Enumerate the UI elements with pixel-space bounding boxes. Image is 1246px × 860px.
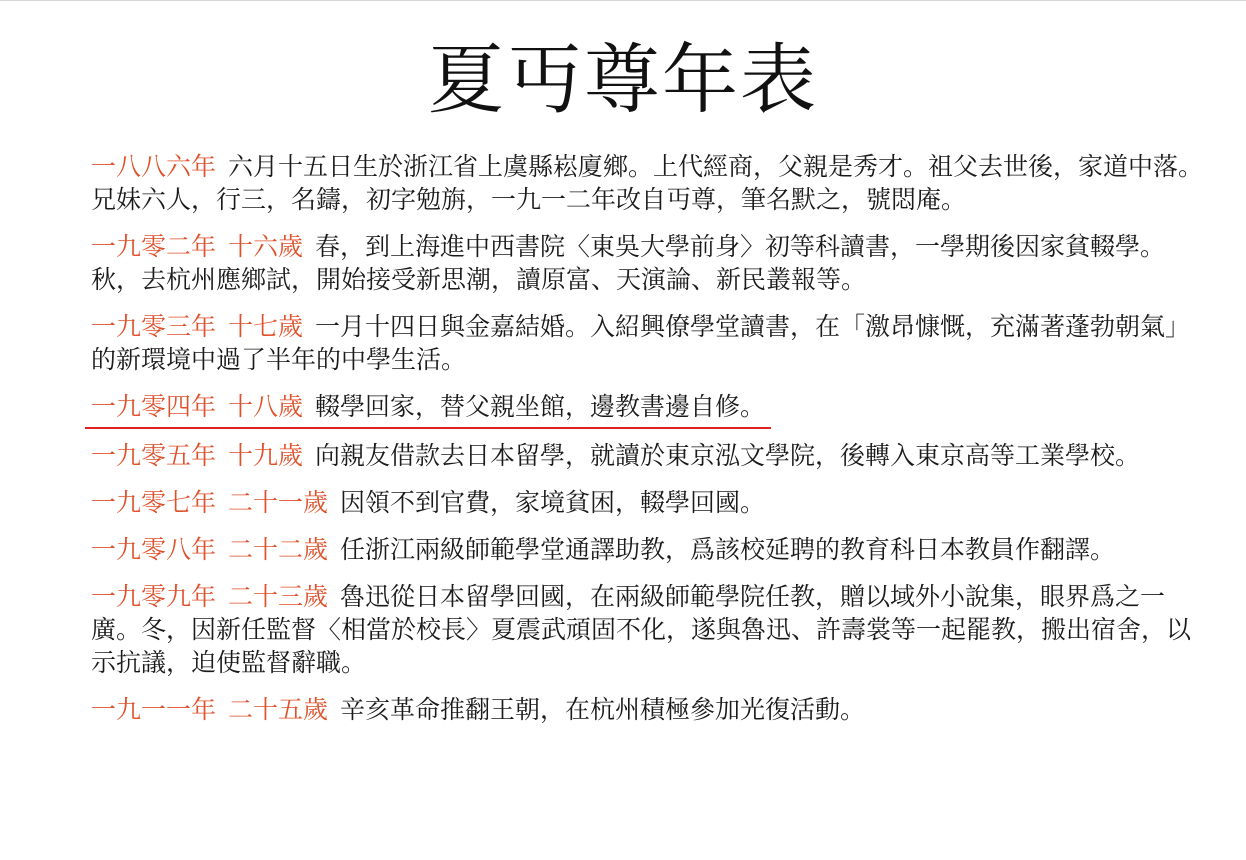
entry-year: 一九零四年 bbox=[91, 392, 217, 421]
entry-text: 向親友借款去日本留學，就讀於東京泓文學院，後轉入東京高等工業學校。 bbox=[315, 441, 1141, 470]
top-divider bbox=[0, 0, 1246, 1]
entry-year: 一九零八年 bbox=[91, 535, 217, 564]
entry-age: 十六歲 bbox=[228, 232, 304, 261]
entry-age: 十七歲 bbox=[228, 312, 304, 341]
timeline-entry bbox=[91, 230, 1211, 296]
entry-year: 一九零九年 bbox=[91, 582, 217, 611]
entry-year: 一九零二年 bbox=[91, 232, 217, 261]
entry-year: 一九一一年 bbox=[91, 695, 217, 724]
entry-text: 魯迅從日本留學回國，在兩級師範學院任教，贈以域外小說集，眼界爲之一廣。冬，因新任監督〈相當於校長〉夏震武頑固不化，遂與魯迅、許壽裳等一起罷教，搬出宿舍，以示抗議，迫使監督辭職。 bbox=[91, 582, 1192, 677]
entry-year: 一九零三年 bbox=[91, 312, 217, 341]
entry-year: 一八八六年 bbox=[91, 152, 217, 181]
entry-year: 一九零七年 bbox=[91, 488, 217, 517]
entry-text: 輟學回家，替父親坐館，邊教書邊自修。 bbox=[315, 392, 766, 421]
entry-text: 一月十四日與金嘉結婚。入紹興僚學堂讀書，在「激昂慷慨，充滿著蓬勃朝氣」的新環境中過了半年的中學生活。 bbox=[91, 312, 1191, 374]
entry-text: 春，到上海進中西書院〈東吳大學前身〉初等科讀書，一學期後因家貧輟學。秋，去杭州應鄉試，開始接受新思潮，讀原富、天演論、新民叢報等。 bbox=[91, 232, 1166, 294]
timeline-entry bbox=[91, 580, 1211, 679]
entry-text: 任浙江兩級師範學堂通譯助教，爲該校延聘的教育科日本教員作翻譯。 bbox=[340, 535, 1116, 564]
timeline-entry bbox=[91, 693, 1211, 726]
timeline bbox=[91, 150, 1211, 740]
timeline-entry bbox=[91, 533, 1211, 566]
entry-age: 二十五歲 bbox=[228, 695, 329, 724]
entry-text: 因領不到官費，家境貧困，輟學回國。 bbox=[340, 488, 766, 517]
page-title: 夏丏尊年表 bbox=[428, 35, 818, 124]
entry-age: 十九歲 bbox=[228, 441, 304, 470]
timeline-entry bbox=[91, 310, 1211, 376]
timeline-entry bbox=[91, 150, 1211, 216]
entry-year: 一九零五年 bbox=[91, 441, 217, 470]
entry-age: 二十一歲 bbox=[228, 488, 329, 517]
timeline-entry-highlighted bbox=[85, 390, 771, 429]
entry-age: 十八歲 bbox=[228, 392, 304, 421]
timeline-entry bbox=[91, 439, 1211, 472]
entry-text: 辛亥革命推翻王朝，在杭州積極參加光復活動。 bbox=[340, 695, 866, 724]
entry-age: 二十三歲 bbox=[228, 582, 329, 611]
entry-text: 六月十五日生於浙江省上虞縣崧廈鄉。上代經商，父親是秀才。祖父去世後，家道中落。兄妹六人，行三，名鑄，初字勉旃，一九一二年改自丏尊，筆名默之，號悶庵。 bbox=[91, 152, 1204, 214]
entry-age: 二十二歲 bbox=[228, 535, 329, 564]
timeline-entry bbox=[91, 486, 1211, 519]
